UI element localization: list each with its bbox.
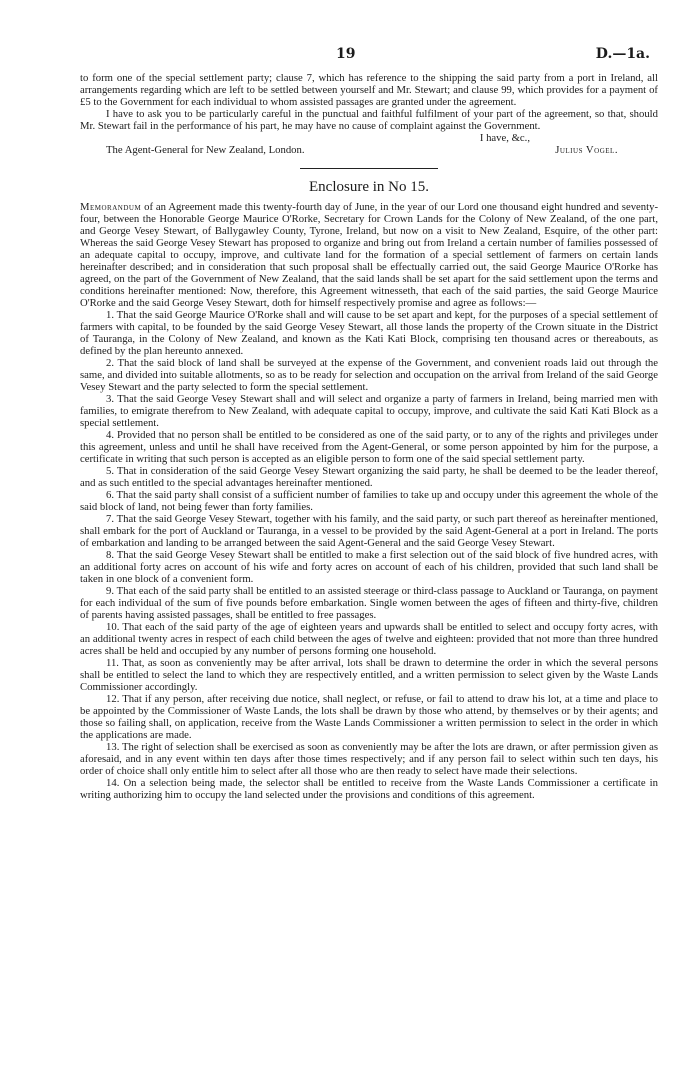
addressee: The Agent-General for New Zealand, London.: [106, 144, 305, 156]
document-body: [80, 72, 658, 801]
clause: 1. That the said George Maurice O'Rorke shall and will cause to be set apart and kept, for the purposes of a special settlement of farmers with capital, to be founded by the said George Vesey Stewart, all those lands the property of the Crown situate in the District of Tauranga, in the Colony of New Zealand, and known as the Kati Kati Block, comprising ten thousand acres or thereabouts, as defined by the plan hereunto annexed.: [80, 309, 658, 357]
section-divider: [300, 168, 438, 169]
letter-paragraph: I have to ask you to be particularly careful in the punctual and faithful fulfilment of your part of the agreement, so that, should Mr. Stewart fail in the performance of his part, he may have no cause of complaint against the Government.: [80, 108, 658, 132]
clause: 2. That the said block of land shall be surveyed at the expense of the Government, and convenient roads laid out through the same, and divided into suitable allotments, so as to be ready for selection and occupation on the arrival from Ireland of the said George Vesey Stewart and the party selected to form the special settlement.: [80, 357, 658, 393]
preamble-text: of an Agreement made this twenty-fourth day of June, in the year of our Lord one thousand eight hundred and seventy-four, between the Honorable George Maurice O'Rorke, Secretary for Crown Lands for the Colony of New Zealand, of the one part, and George Vesey Stewart, of Ballygawley County, Tyrone, Ireland, but now on a visit to New Zealand, Esquire, of the other part: Whereas the said George Vesey Stewart has proposed to organize and bring out from Ireland a certain number of families possessed of an adequate capital to occupy, improve, and cultivate land for the formation of a special settlement of farmers on certain lands hereinafter described; and in consideration that such proposal shall be effectually carried out, the said George Maurice O'Rorke has agreed, on the part of the Government of New Zealand, that the said lands shall be set apart for the said settlement upon the terms and conditions hereinafter mentioned: Now, therefore, this Agreement witnesseth, that each of the said parties, the said George Maurice O'Rorke and the said George Vesey Stewart, doth for himself respectively promise and agree as follows:—: [80, 201, 659, 309]
clause: 14. On a selection being made, the selector shall be entitled to receive from the Waste Lands Commissioner a certificate in writing authorizing him to occupy the land selected under the provisions and conditions of this agreement.: [80, 777, 658, 801]
letter-closing: [80, 132, 658, 144]
clause: 13. The right of selection shall be exercised as soon as conveniently may be after the lots are drawn, or after permission given as aforesaid, and in any event within ten days after those times respectively; and if any person fail to select within such ten days, his order of choice shall only entitle him to select after all those who are then ready to select have made their selections.: [80, 741, 658, 777]
clause: 7. That the said George Vesey Stewart, together with his family, and the said party, or such part thereof as hereinafter mentioned, shall embark for the port of Auckland or Tauranga, in a vessel to be provided by the said Agent-General at a port in Ireland. The ports of embarkation and landing to be arranged between the said Agent-General and the said George Vesey Stewart.: [80, 513, 658, 549]
clause: 11. That, as soon as conveniently may be after arrival, lots shall be drawn to determine the order in which the several persons shall be entitled to select the land to which they are respectively entitled, and a written permission to select given by the Waste Lands Commissioner accordingly.: [80, 657, 658, 693]
enclosure-heading: Enclosure in No 15.: [309, 179, 429, 195]
document-reference: D.—1a.: [595, 46, 650, 62]
memorandum-preamble: [80, 201, 658, 309]
clause: 6. That the said party shall consist of a sufficient number of families to take up and occupy under this agreement the whole of the said block of land, not being fewer than forty families.: [80, 489, 658, 513]
clause: 10. That each of the said party of the age of eighteen years and upwards shall be entitled to select and occupy forty acres, with an additional twenty acres in respect of each child between the ages of twelve and eighteen: provided that not more than three hundred acres shall be held and occupied by any number of persons forming one household.: [80, 621, 658, 657]
clause: 4. Provided that no person shall be entitled to be considered as one of the said party, or to any of the rights and privileges under this agreement, unless and until he shall have received from the Agent-General, or some person appointed by him for the purpose, a certificate in writing that such person is accepted as an eligible person to form one of the said special settlement party.: [80, 429, 658, 465]
clause: 8. That the said George Vesey Stewart shall be entitled to make a first selection out of the said block of five hundred acres, with an additional forty acres on account of his wife and forty acres on account of each of his children, provided that such land shall be taken in one block of a convenient form.: [80, 549, 658, 585]
clause: 9. That each of the said party shall be entitled to an assisted steerage or third-class passage to Auckland or Tauranga, on payment for each individual of the sum of five pounds before embarkation. Single women between the ages of fifteen and thirty-five, children of parents having assisted passages, shall be entitled to free passages.: [80, 585, 658, 621]
clause: 5. That in consideration of the said George Vesey Stewart organizing the said party, he shall be deemed to be the leader thereof, and as such entitled to the special advantages hereinafter mentioned.: [80, 465, 658, 489]
clause: 3. That the said George Vesey Stewart shall and will select and organize a party of farmers in Ireland, being married men with families, to emigrate therefrom to New Zealand, with adequate capital to occupy, improve, and cultivate the said Kati Kati Block as a special settlement.: [80, 393, 658, 429]
closing-phrase: I have, &c.,: [479, 132, 530, 144]
page-number: 19: [336, 46, 356, 62]
signature-line: [80, 144, 658, 156]
clause: 12. That if any person, after receiving due notice, shall neglect, or refuse, or fail to attend to draw his lot, at a time and place to be appointed by the Commissioner of Waste Lands, the lots shall be drawn by those who attend, by themselves or by their agents; and those so failing shall, on application, receive from the Waste Lands Commissioner a written permission to select in the order in which the applications are made.: [80, 693, 658, 741]
letter-paragraph-continued: to form one of the special settlement party; clause 7, which has reference to the shipping the said party from a port in Ireland, all arrangements regarding which are left to be settled between yourself and Mr. Stewart; and clause 99, which provides for a payment of £5 to the Government for each individual to whom assisted passages are granted under the agreement.: [80, 72, 658, 108]
memorandum-word: Memorandum: [80, 201, 142, 213]
signature: Julius Vogel.: [555, 144, 618, 156]
